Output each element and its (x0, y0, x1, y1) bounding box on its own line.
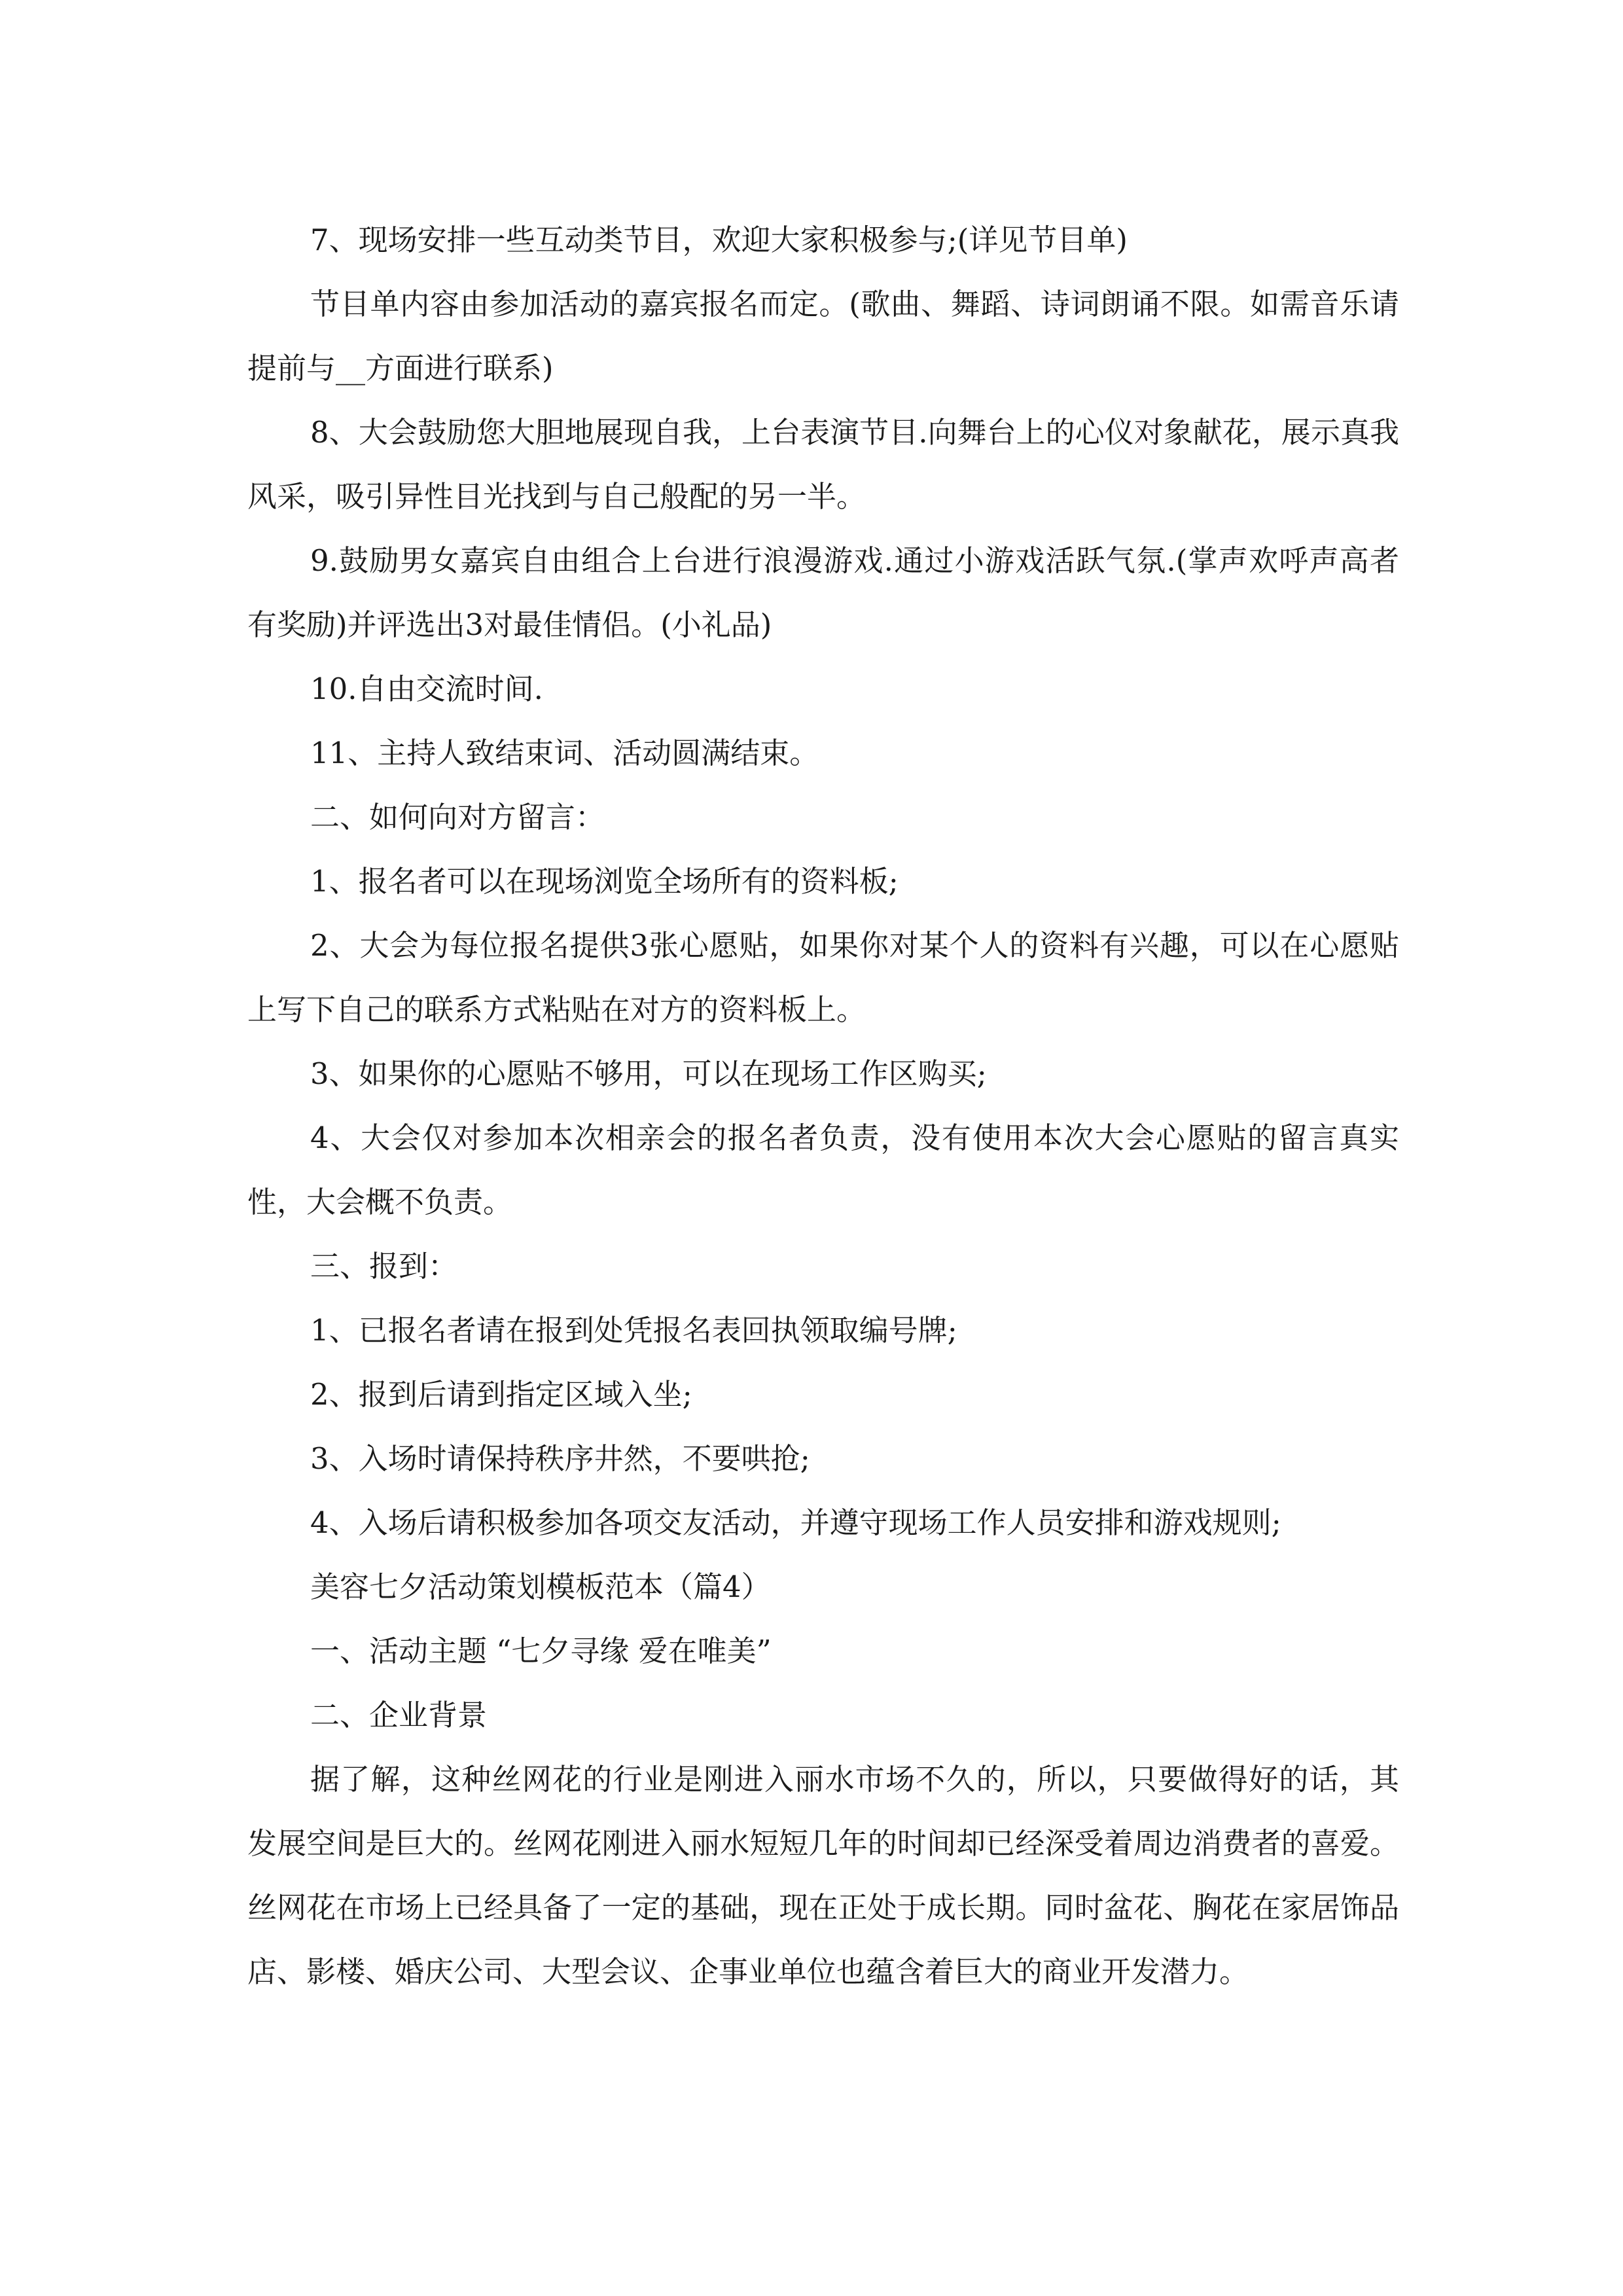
section-heading-message: 二、如何向对方留言： (310, 800, 605, 834)
section-heading-theme: 一、活动主题 “七夕寻缘 爱在唯美” (310, 1634, 772, 1668)
paragraph-item-8: 8、大会鼓励您大胆地展现自我，上台表演节目.向舞台上的心仪对象献花，展示真我风采，吸引异性目光找到与自己般配的另一半。 (247, 415, 1399, 514)
paragraph-item-7: 7、现场安排一些互动类节目，欢迎大家积极参与;(详见节目单) (310, 223, 1128, 257)
paragraph-message-4: 4、大会仅对参加本次相亲会的报名者负责，没有使用本次大会心愿贴的留言真实性，大会概不负责。 (247, 1121, 1399, 1219)
document-body (247, 208, 1399, 2004)
paragraph-checkin-2: 2、报到后请到指定区域入坐; (310, 1377, 692, 1412)
paragraph-checkin-3: 3、入场时请保持秩序井然，不要哄抢; (310, 1441, 810, 1476)
paragraph-message-3: 3、如果你的心愿贴不够用，可以在现场工作区购买; (310, 1056, 987, 1091)
paragraph-item-10: 10.自由交流时间. (310, 672, 543, 706)
paragraph-message-1: 1、报名者可以在现场浏览全场所有的资料板; (310, 864, 899, 899)
paragraph-item-11: 11、主持人致结束词、活动圆满结束。 (310, 736, 819, 770)
paragraph-item-9: 9.鼓励男女嘉宾自由组合上台进行浪漫游戏.通过小游戏活跃气氛.(掌声欢呼声高者有奖励)并评选出3对最佳情侣。(小礼品) (247, 543, 1399, 642)
paragraph-background: 据了解，这种丝网花的行业是刚进入丽水市场不久的，所以，只要做得好的话，其发展空间是巨大的。丝网花刚进入丽水短短几年的时间却已经深受着周边消费者的喜爱。丝网花在市场上已经具备了一定的基础，现在正处于成长期。同时盆花、胸花在家居饰品店、影楼、婚庆公司、大型会议、企事业单位也蕴含着巨大的商业开发潜力。 (247, 1762, 1399, 1989)
paragraph-program-list: 节目单内容由参加活动的嘉宾报名而定。(歌曲、舞蹈、诗词朗诵不限。如需音乐请提前与__方面进行联系) (247, 287, 1399, 386)
article-title-part-4: 美容七夕活动策划模板范本（篇4） (310, 1570, 771, 1604)
paragraph-message-2: 2、大会为每位报名提供3张心愿贴，如果你对某个人的资料有兴趣，可以在心愿贴上写下自己的联系方式粘贴在对方的资料板上。 (247, 928, 1399, 1027)
section-heading-background: 二、企业背景 (310, 1698, 488, 1732)
paragraph-checkin-4: 4、入场后请积极参加各项交友活动，并遵守现场工作人员安排和游戏规则; (310, 1505, 1281, 1540)
paragraph-checkin-1: 1、已报名者请在报到处凭报名表回执领取编号牌; (310, 1313, 957, 1348)
section-heading-checkin: 三、报到： (310, 1249, 458, 1283)
